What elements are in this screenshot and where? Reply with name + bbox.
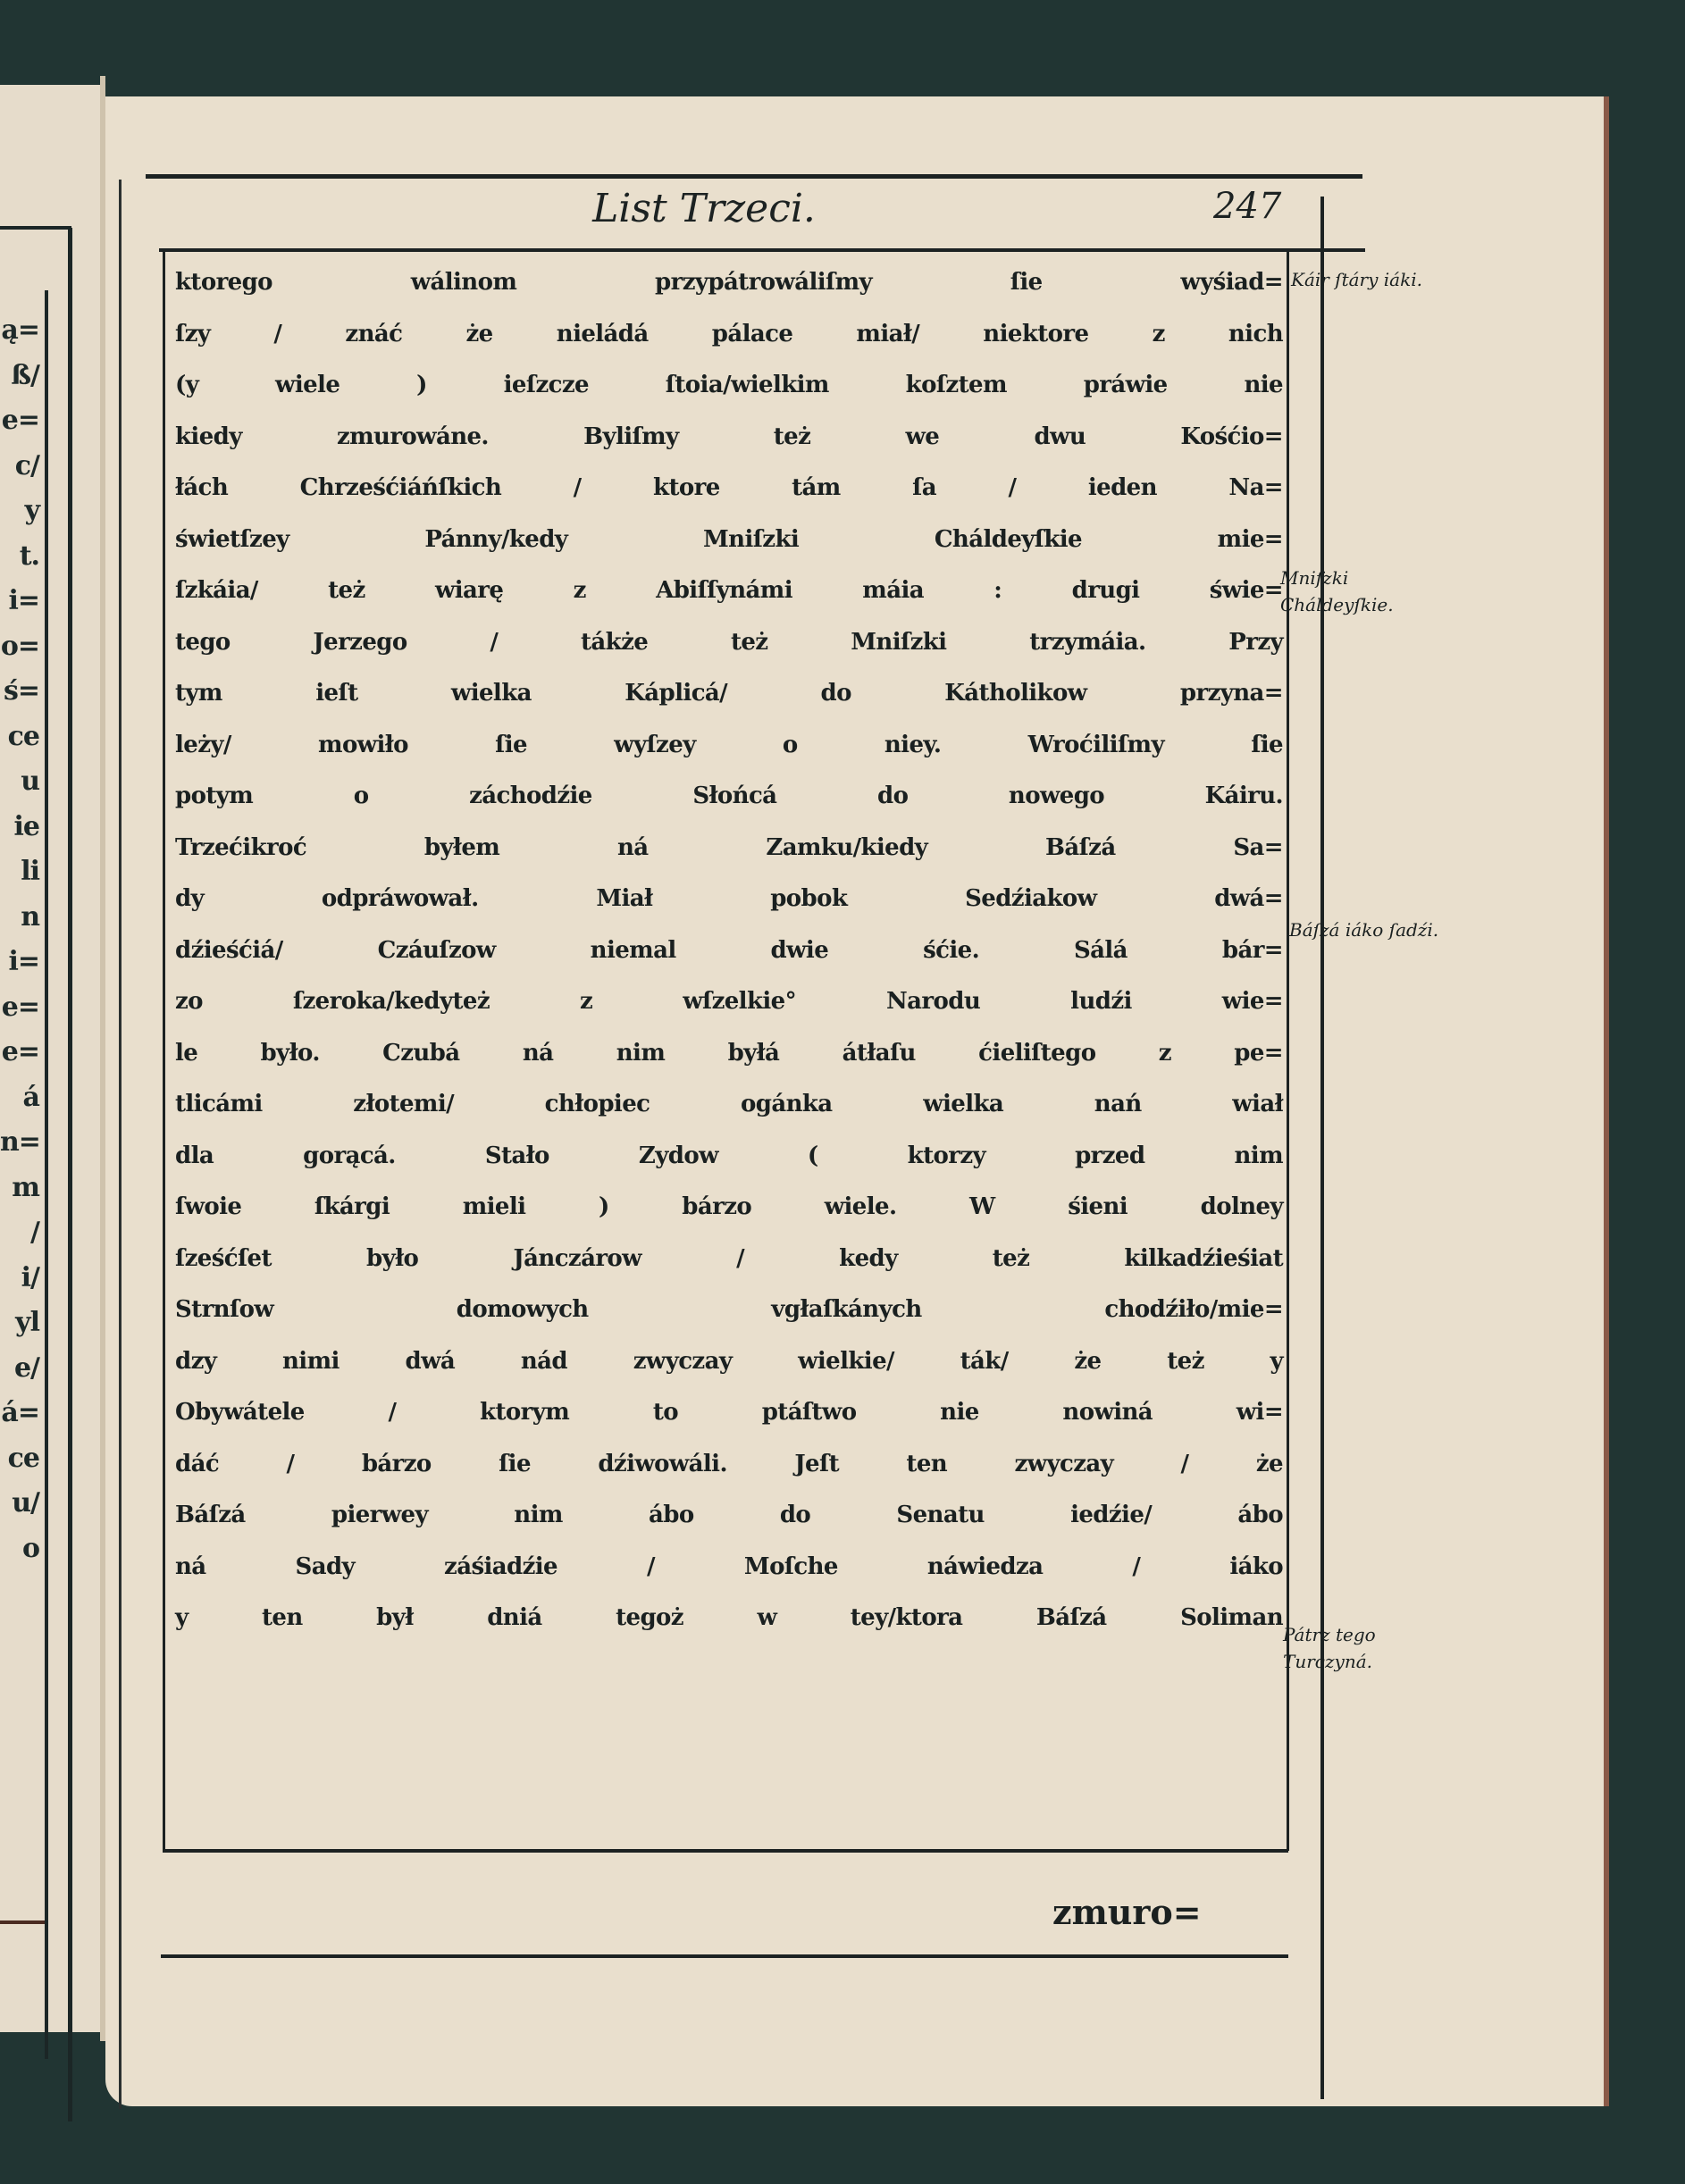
text-line: Obywátele / ktorym to ptáſtwo nie nowiná wi= xyxy=(175,1399,1283,1426)
previous-page-fragment: ce xyxy=(7,1442,39,1474)
previous-page-fragment: i= xyxy=(8,946,39,977)
text-line: (y wiele ) ieſzcze ſtoia/wielkim koſztem práwie nie xyxy=(175,372,1283,398)
marginal-note: Báſzá iáko ſadźi. xyxy=(1289,919,1439,941)
text-line: kiedy zmurowáne. Byliſmy też we dwu Kośćio= xyxy=(175,423,1283,450)
previous-page-fragment: / xyxy=(30,1217,39,1248)
previous-page-text-rule xyxy=(45,290,48,2059)
previous-page-fragment: o= xyxy=(0,630,39,662)
text-line: świetſzey Pánny/kedy Mniſzki Cháldeyſkie mie= xyxy=(175,525,1283,553)
text-line: zo ſzeroka/kedyteż z wſzelkie° Narodu ludźi wie= xyxy=(175,988,1283,1015)
previous-page-fragment: ą= xyxy=(1,314,39,346)
header-rule xyxy=(159,248,1365,252)
page-number: 247 xyxy=(1213,186,1282,227)
closing-rule xyxy=(161,1954,1288,1958)
previous-page-fragment: u/ xyxy=(12,1487,39,1519)
text-line: Strnſow domowych vgłaſkánych chodźiło/mie= xyxy=(175,1296,1283,1323)
previous-page-fragment: m xyxy=(12,1171,39,1203)
text-line: ſwoie ſkárgi mieli ) bárzo wiele. W śieni dolney xyxy=(175,1193,1283,1220)
previous-page-fragment: e= xyxy=(1,1036,39,1067)
previous-page-fragment: e= xyxy=(1,991,39,1023)
text-line: dźieśćiá/ Czáuſzow niemal dwie śćie. Sálá bár= xyxy=(175,936,1283,964)
previous-page-fragment: á xyxy=(22,1081,39,1113)
previous-page-fragment: i/ xyxy=(21,1261,39,1293)
previous-page-outer-rule xyxy=(68,228,72,2121)
previous-page-bottom-rule xyxy=(0,1920,45,1924)
text-line: tym ieſt wielka Káplicá/ do Kátholikow przyna= xyxy=(175,680,1283,707)
previous-page-fragment: i= xyxy=(8,585,39,616)
previous-page-top-rule xyxy=(0,226,71,230)
previous-page-fragment: c/ xyxy=(14,449,39,481)
marginal-note: Mniſzki Cháldeyſkie. xyxy=(1280,567,1394,615)
margin-outer-rule xyxy=(1320,197,1324,2099)
previous-page-fragment: n= xyxy=(0,1126,40,1158)
text-frame-left-rule xyxy=(163,250,165,1851)
text-line: tlicámi złotemi/ chłopiec ogánka wielka nań wiał xyxy=(175,1091,1283,1117)
text-line: dy odpráwował. Miał pobok Sedźiakow dwá= xyxy=(175,885,1283,912)
previous-page-fragment: e= xyxy=(1,405,39,436)
previous-page-fragment: e/ xyxy=(13,1351,39,1384)
text-line: ná Sady záśiadźie / Moſche náwiedza / iáko xyxy=(175,1552,1283,1580)
previous-page-line-endings xyxy=(0,308,45,1571)
text-line: leży/ mowiło ſie wyſzey o niey. Wroćiliſmy ſie xyxy=(175,731,1283,758)
marginal-note: Káir ſtáry iáki. xyxy=(1291,269,1422,290)
previous-page-fragment: o xyxy=(21,1532,39,1564)
text-line: ſześćſet było Jánczárow / kedy też kilkadźieśiat xyxy=(175,1244,1283,1272)
running-head: List Trzeci. xyxy=(592,186,816,231)
text-frame-right-rule xyxy=(1287,250,1289,1851)
top-rule xyxy=(146,174,1362,179)
text-line: ſzy / znáć że nieládá pálace miał/ niektore z nich xyxy=(175,320,1283,347)
text-line: Báſzá pierwey nim ábo do Senatu iedźie/ ábo xyxy=(175,1502,1283,1528)
book-page xyxy=(105,96,1609,2106)
previous-page-fragment: ce xyxy=(7,720,39,752)
previous-page-fragment: ie xyxy=(13,810,39,842)
previous-page-edge xyxy=(0,85,100,2032)
previous-page-fragment: á= xyxy=(1,1397,39,1428)
text-line: dáć / bárzo ſie dźiwowáli. Jeſt ten zwyczay / że xyxy=(175,1450,1283,1477)
previous-page-fragment: y xyxy=(24,495,39,526)
text-line: potym o záchodźie Słońcá do nowego Káiru. xyxy=(175,782,1283,809)
previous-page-fragment: t. xyxy=(19,540,39,572)
catchword: zmuro= xyxy=(1052,1892,1202,1932)
text-line: tego Jerzego / tákże też Mniſzki trzymáia. Przy xyxy=(175,628,1283,656)
body-text xyxy=(175,257,1283,1644)
text-line: ſzkáia/ też wiarę z Abiſſynámi máia : drugi świe= xyxy=(175,577,1283,604)
left-outer-rule xyxy=(119,180,122,2109)
text-frame-bottom-rule xyxy=(163,1849,1288,1853)
previous-page-fragment: n xyxy=(21,900,39,933)
previous-page-fragment: ß/ xyxy=(11,359,39,391)
previous-page-fragment: li xyxy=(21,856,39,887)
previous-page-fragment: yl xyxy=(15,1307,39,1338)
text-line: Trzećikroć byłem ná Zamku/kiedy Báſzá Sa= xyxy=(175,833,1283,861)
text-line: le było. Czubá ná nim byłá átłaſu ćieliſtego z pe= xyxy=(175,1039,1283,1067)
previous-page-fragment: u xyxy=(21,766,39,797)
text-line: łách Chrześćiáńſkich / ktore tám ſa / ieden Na= xyxy=(175,474,1283,501)
text-line: dzy nimi dwá nád zwyczay wielkie/ ták/ że też y xyxy=(175,1347,1283,1375)
text-line: y ten był dniá tegoż w tey/ktora Báſzá Soliman xyxy=(175,1604,1283,1631)
marginal-note: Pátrz tego Turczyná. xyxy=(1283,1624,1376,1672)
previous-page-fragment: ś= xyxy=(3,675,39,707)
text-line: ktorego wálinom przypátrowáliſmy ſie wyśiad= xyxy=(175,269,1283,296)
text-line: dla gorącá. Stało Zydow ( ktorzy przed nim xyxy=(175,1142,1283,1169)
